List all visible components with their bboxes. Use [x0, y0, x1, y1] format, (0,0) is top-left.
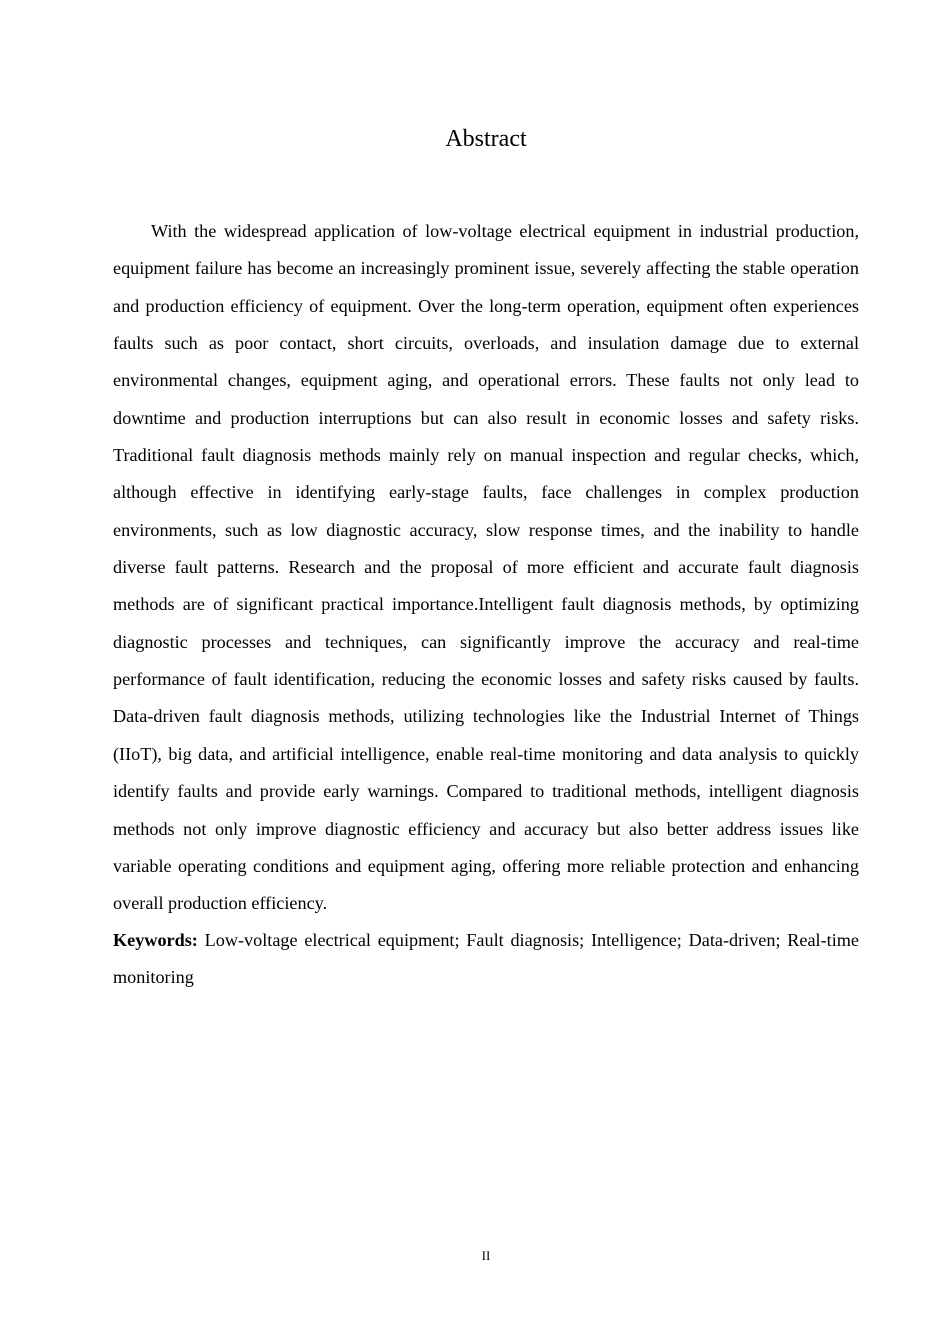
abstract-paragraph: With the widespread application of low-voltage electrical equipment in industrial production, equipment failure has become an increasingly prominent issue, severely affecting the stable operation and production efficiency of equipment. Over the long-term operation, equipment often experiences faults such as poor contact, short circuits, overloads, and insulation damage due to external environmental changes, equipment aging, and operational errors. These faults not only lead to downtime and production interruptions but can also result in economic losses and safety risks. Traditional fault diagnosis methods mainly rely on manual inspection and regular checks, which, although effective in identifying early-stage faults, face challenges in complex production environments, such as low diagnostic accuracy, slow response times, and the inability to handle diverse fault patterns. Research and the proposal of more efficient and accurate fault diagnosis methods are of significant practical importance.Intelligent fault diagnosis methods, by optimizing diagnostic processes and techniques, can significantly improve the accuracy and real-time performance of fault identification, reducing the economic losses and safety risks caused by faults. Data-driven fault diagnosis methods, utilizing technologies like the Industrial Internet of Things (IIoT), big data, and artificial intelligence, enable real-time monitoring and data analysis to quickly identify faults and provide early warnings. Compared to traditional methods, intelligent diagnosis methods not only improve diagnostic efficiency and accuracy but also better address issues like variable operating conditions and equipment aging, offering more reliable protection and enhancing overall production efficiency.: [113, 221, 859, 914]
keywords-paragraph: [113, 922, 859, 997]
keywords-text: Low-voltage electrical equipment; Fault diagnosis; Intelligence; Data-driven; Real-time monitoring: [113, 930, 859, 988]
page-number: II: [481, 1248, 491, 1263]
keywords-label: Keywords:: [113, 930, 198, 950]
page-title: Abstract: [445, 126, 527, 152]
